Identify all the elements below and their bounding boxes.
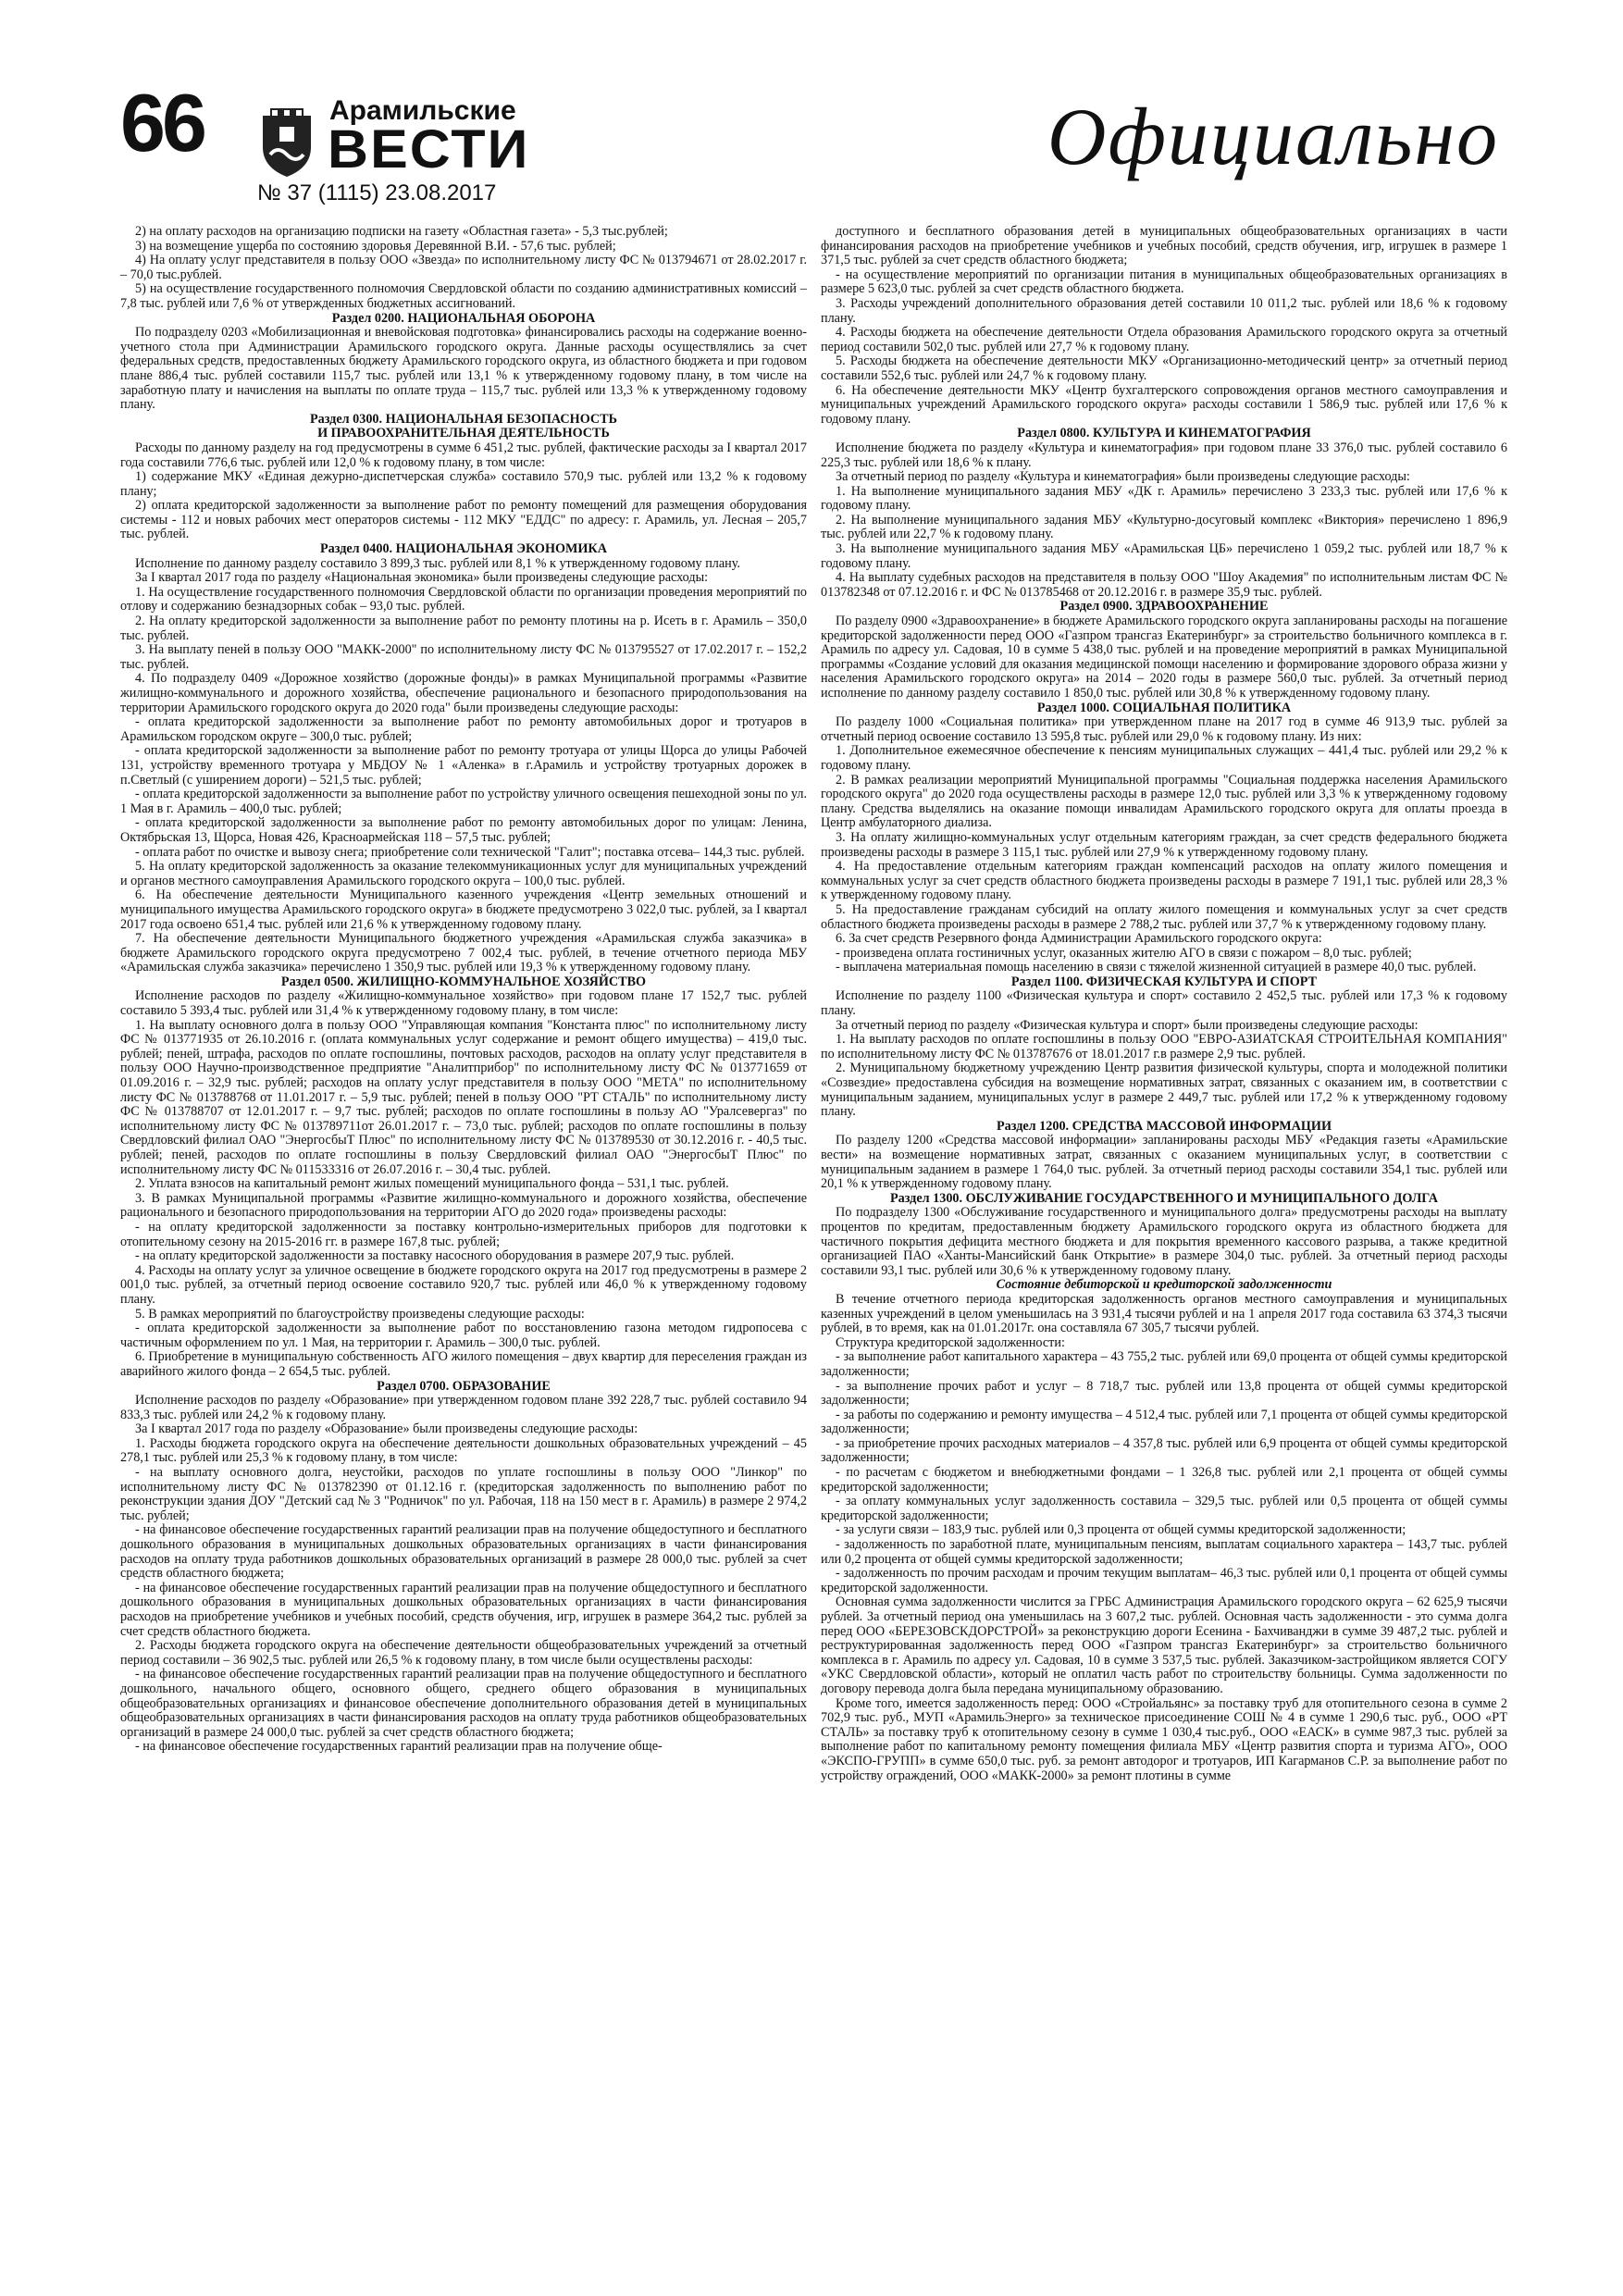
section-heading: Раздел 0500. ЖИЛИЩНО-КОММУНАЛЬНОЕ ХОЗЯЙСТВО: [280, 974, 647, 989]
paragraph: 4. Расходы на оплату услуг за уличное освещение в бюджете городского округа на 2017 год предусмотрены в размере 2 001,0 тыс. рублей, за отчетный период освоение составило 920,7 тыс. рублей или 46,0 % к утвержденному годовому плану.: [120, 1262, 807, 1307]
paragraph: - по расчетам с бюджетом и внебюджетными фондами – 1 326,8 тыс. рублей или 2,1 процента от общей суммы кредиторской задолженности;: [821, 1465, 1507, 1495]
paragraph: 1) содержание МКУ «Единая дежурно-диспетчерская служба» составило 570,9 тыс. рублей или 13,2 % к годовому плану;: [120, 469, 807, 499]
paragraph: 2. На выполнение муниципального задания МБУ «Культурно-досуговый комплекс «Виктория» перечислено 1 896,9 тыс. рублей или 22,7 % к годовому плану.: [821, 512, 1507, 542]
paragraph: 3. На выполнение муниципального задания МБУ «Арамильская ЦБ» перечислено 1 059,2 тыс. рублей или 18,7 % к годовому плану.: [821, 541, 1507, 571]
paragraph: Исполнение по разделу 1100 «Физическая культура и спорт» составило 2 452,5 тыс. рублей или 17,3 % к годовому плану.: [821, 988, 1507, 1019]
section-heading: Раздел 0700. ОБРАЗОВАНИЕ: [377, 1378, 551, 1394]
paragraph: - оплата кредиторской задолженности за выполнение работ по ремонту тротуара от улицы Щорса до улицы Рабочей 131, устройству временного тротуара у МБДОУ № 1 «Аленка» в г.Арамиль и устройству тротуарных дорожек в п.Светлый (с уширением дороги) – 521,5 тыс. рублей;: [120, 743, 807, 788]
left-column: [120, 225, 807, 1755]
paragraph: За отчетный период по разделу «Культура и кинематография» были произведены следующие расходы:: [836, 469, 1410, 485]
paragraph: Исполнение по данному разделу составило 3 899,3 тыс. рублей или 8,1 % к утвержденному годовому плану.: [135, 555, 740, 571]
paragraph: 3. На оплату жилищно-коммунальных услуг отдельным категориям граждан, за счет средств федерального бюджета произведены расходы в размере 3 115,1 тыс. рублей или 27,9 % к утвержденному годовому плану.: [821, 829, 1507, 860]
section-heading: Раздел 1300. ОБСЛУЖИВАНИЕ ГОСУДАРСТВЕННОГО И МУНИЦИПАЛЬНОГО ДОЛГА: [889, 1190, 1439, 1206]
paragraph: Кроме того, имеется задолженность перед: ООО «Стройальянс» за поставку труб для отопительного сезона в сумме 2 702,9 тыс. руб., МУП «АрамильЭнерго» за техническое присоединение СОШ № 4 в сумме 1 290,6 тыс. руб., ООО «РТ СТАЛЬ» за поставку труб к отопительному сезону в сумме 1 030,4 тыс.руб., ООО «ЕАСК» в сумме 987,3 тыс. рублей за выполнение работ по капитальному ремонту помещения филиала МБУ «Центр развития спорта и туризма АГО», ООО «ЭКСПО-ГРУПП» в сумме 650,0 тыс. руб. за ремонт автодорог и тротуаров, ИП Кагарманов С.Р. за выполнение работ по устройству ограждений, ООО «МАКК-2000» за ремонт плотины в сумме: [821, 1695, 1507, 1783]
paragraph: - на выплату основного долга, неустойки, расходов по уплате госпошлины в пользу ООО "Линкор" по исполнительному листу ФС № 013782390 от 01.12.16 г. (кредиторская задолженность по выполнению работ по реконструкции здания ДОУ "Детский сад № 3 "Родничок" по ул. Рабочая, 118 на 150 мест в г. Арамиль) в размере 2 974,2 тыс. рублей;: [120, 1465, 807, 1523]
paragraph: 6. Приобретение в муниципальную собственность АГО жилого помещения – двух квартир для переселения граждан из аварийного жилого фонда – 2 654,5 тыс. рублей.: [120, 1349, 807, 1379]
paragraph: - за выполнение прочих работ и услуг – 8 718,7 тыс. рублей или 13,8 процента от общей суммы кредиторской задолженности;: [821, 1378, 1507, 1409]
paragraph: 3. В рамках Муниципальной программы «Развитие жилищно-коммунального и дорожного хозяйства, обеспечение рационального и безопасного природопользования на территории АГО до 2020 года» произведены расходы:: [120, 1190, 807, 1221]
paragraph: - за работы по содержанию и ремонту имущества – 4 512,4 тыс. рублей или 7,1 процента от общей суммы кредиторской задолженности;: [821, 1407, 1507, 1437]
paragraph: доступного и бесплатного образования детей в муниципальных общеобразовательных организациях в части финансирования расходов на приобретение учебников и учебных пособий, средств обучения, игр, игрушек в размере 1 371,5 тыс. рублей за счет средств областного бюджета;: [821, 224, 1507, 268]
paragraph: 2. Муниципальному бюджетному учреждению Центр развития физической культуры, спорта и молодежной политики «Созвездие» предоставлена субсидия на возмещение нормативных затрат, связанных с оказанием им, в соответствии с муниципальным заданием, муниципальных услуг в размере 2 449,7 тыс. рублей или 17,2 % к утвержденному годовому плану.: [821, 1061, 1507, 1120]
paragraph: - задолженность по прочим расходам и прочим текущим выплатам– 46,3 тыс. рублей или 0,1 процента от общей суммы кредиторской задолженности.: [821, 1566, 1507, 1595]
logo-title-main: ВЕСТИ: [328, 119, 530, 180]
paragraph: 1. На осуществление государственного полномочия Свердловской области по организации проведения мероприятий по отлову и содержанию безнадзорных собак – 93,0 тыс. рублей.: [120, 584, 807, 614]
section-heading: Раздел 0900. ЗДРАВООХРАНЕНИЕ: [1059, 599, 1269, 614]
paragraph: 1. На выполнение муниципального задания МБУ «ДК г. Арамиль» перечислено 3 233,3 тыс. рублей или 17,6 % к годовому плану.: [821, 483, 1507, 514]
paragraph: 3. Расходы учреждений дополнительного образования детей составили 10 011,2 тыс. рублей или 18,6 % к годовому плану.: [821, 295, 1507, 326]
paragraph: 5. Расходы бюджета на обеспечение деятельности МКУ «Организационно-методический центр» за отчетный период составили 552,6 тыс. рублей или 24,7 % к годовому плану.: [821, 354, 1507, 383]
paragraph: 5. На оплату кредиторской задолженность за оказание телекоммуникационных услуг для муниципальных учреждений и органов местного самоуправления Арамильского городского округа – 100,0 тыс. рублей.: [120, 859, 807, 888]
paragraph: Структура кредиторской задолженности:: [836, 1334, 1065, 1350]
paragraph: - задолженность по заработной плате, муниципальным пенсиям, выплатам социального характера – 143,7 тыс. рублей или 0,2 процента от общей суммы кредиторской задолженности;: [821, 1537, 1507, 1567]
paragraph: - за оплату коммунальных услуг задолженность составила – 329,5 тыс. рублей или 0,5 процента от общей суммы кредиторской задолженности;: [821, 1494, 1507, 1523]
paragraph: - оплата кредиторской задолженности за выполнение работ по ремонту автомобильных дорог по улицам: Ленина, Октябрьская 13, Щорса, Новая 426, Красноармейская 118 – 57,5 тыс. рублей;: [120, 815, 807, 845]
section-heading: Раздел 0400. НАЦИОНАЛЬНАЯ ЭКОНОМИКА: [320, 541, 607, 557]
paragraph: - за приобретение прочих расходных материалов – 4 357,8 тыс. рублей или 6,9 процента от общей суммы кредиторской задолженности;: [821, 1435, 1507, 1466]
paragraph: 6. На обеспечение деятельности Муниципального казенного учреждения «Центр земельных отношений и муниципального имущества Арамильского городского округа» в бюджете предусмотрено 3 022,0 тыс. рублей, за I квартал 2017 года освоено 651,4 тыс. рублей или 21,6 % к утвержденному годовому плану.: [120, 887, 807, 932]
paragraph: 2) оплата кредиторской задолженности за выполнение работ по ремонту помещений для размещения оборудования системы - 112 и новых рабочих мест операторов системы - 112 МКУ "ЕДДС" по адресу: г. Арамиль, ул. Лесная – 205,7 тыс. рублей.: [120, 498, 807, 542]
paragraph: - на финансовое обеспечение государственных гарантий реализации прав на получение общедоступного и бесплатного дошкольного, начального общего, основного общего, среднего общего образования в муниципальных общеобразовательных организациях и финансовое обеспечение дополнительного образования детей в муниципальных общеобразовательных организациях в части финансирования расходов на оплату труда работников общеобразовательных организаций в размере 24 000,0 тыс. рублей за счет средств областного бюджета;: [120, 1667, 807, 1740]
paragraph: - оплата кредиторской задолженности за выполнение работ по восстановлению газона методом гидропосева с частичным оформлением по ул. 1 Мая, на территории г. Арамиль – 300,0 тыс. рублей.: [120, 1321, 807, 1350]
coat-of-arms-icon: [257, 108, 316, 179]
paragraph: 7. На обеспечение деятельности Муниципального бюджетного учреждения «Арамильская служба заказчика» в бюджете Арамильского городского округа предусмотрено 7 002,4 тыс. рублей, в течение отчетного периода МБУ «Арамильская служба заказчика» перечислено 1 350,9 тыс. рублей или 19,3 % к утвержденному годовому плану.: [120, 931, 807, 975]
paragraph: 6. За счет средств Резервного фонда Администрации Арамильского городского округа:: [836, 931, 1322, 947]
paragraph: 3. На выплату пеней в пользу ООО "МАКК-2000" по исполнительному листу ФС № 013795527 от 17.02.2017 г. – 152,2 тыс. рублей.: [120, 642, 807, 672]
paragraph: В течение отчетного периода кредиторская задолженность органов местного самоуправления и муниципальных казенных учреждений в целом уменьшилась на 3 931,4 тысячи рублей и на 1 апреля 2017 года составила 63 374,3 тысячи рублей, в то время, как на 01.01.2017г. она составляла 67 305,7 тысячи рублей.: [821, 1291, 1507, 1336]
paragraph: - на финансовое обеспечение государственных гарантий реализации прав на получение общедоступного и бесплатного дошкольного образования в муниципальных дошкольных образовательных организациях в части финансирования расходов на приобретение учебников и учебных пособий, средств обучения, игр, игрушек в размере 364,2 тыс. рублей за счет средств областного бюджета.: [120, 1580, 807, 1639]
paragraph: 2. Расходы бюджета городского округа на обеспечение деятельности общеобразовательных учреждений за отчетный период составили – 36 902,5 тыс. рублей или 26,5 % к годовому плану, в том числе были осуществлены расходы:: [120, 1638, 807, 1668]
section-heading: И ПРАВООХРАНИТЕЛЬНАЯ ДЕЯТЕЛЬНОСТЬ: [317, 426, 610, 441]
paragraph: 2. На оплату кредиторской задолженности за выполнение работ по ремонту плотины на р. Исеть в г. Арамиль – 350,0 тыс. рублей.: [120, 614, 807, 643]
paragraph: По разделу 0900 «Здравоохранение» в бюджете Арамильского городского округа запланированы расходы на погашение кредиторской задолженности перед ООО «Газпром трансгаз Екатеринбург» за строительство больничного комплекса в г. Арамиль по адресу ул. Садовая, 10 в сумме 5 438,0 тыс. рублей и на проведение мероприятий в рамках Муниципальной программы «Создание условий для оказания медицинской помощи населению и формирование здорового образа жизни у населения Арамильского городского округа» на 2014 – 2020 годы в размере 560,0 тыс. рублей. За отчетный период исполнение по данному разделу составило 1 850,0 тыс. рублей или 30,8 % к утвержденному годовому плану.: [821, 614, 1507, 701]
paragraph: 4. На предоставление отдельным категориям граждан компенсаций расходов на оплату жилого помещения и коммунальных услуг за счет средств областного бюджета произведены расходы в размере 7 191,1 тыс. рублей или 28,3 % к утвержденному годовому плану.: [821, 859, 1507, 903]
paragraph: За отчетный период по разделу «Физическая культура и спорт» были произведены следующие расходы:: [836, 1017, 1419, 1033]
paragraph: По разделу 1200 «Средства массовой информации» запланированы расходы МБУ «Редакция газеты «Арамильские вести» на возмещение нормативных затрат, связанных с оказанием муниципальных услуг, в соответствии с муниципальным заданием в размере 1 764,0 тыс. рублей. За отчетный период расходы составили 354,1 тыс. рублей или 20,1 % к утвержденному годовому плану.: [821, 1133, 1507, 1192]
paragraph: - на оплату кредиторской задолженности за поставку контрольно-измерительных приборов для подготовки к отопительному сезону на 2015-2016 гг. в размере 167,8 тыс. рублей;: [120, 1219, 807, 1249]
subsection-heading: Состояние дебиторской и кредиторской задолженности: [996, 1277, 1332, 1293]
paragraph: Исполнение бюджета по разделу «Культура и кинематография» при годовом плане 33 376,0 тыс. рублей составило 6 225,3 тыс. рублей или 18,6 % к плану.: [821, 440, 1507, 470]
masthead: [120, 77, 1527, 205]
newspaper-logo: [257, 95, 600, 180]
section-heading: Раздел 1200. СРЕДСТВА МАССОВОЙ ИНФОРМАЦИИ: [996, 1118, 1332, 1134]
paragraph: По подразделу 0203 «Мобилизационная и вневойсковая подготовка» финансировались расходы на содержание военно-учетного стола при Администрации Арамильского городского округа. Данные расходы осуществлялись за счет федеральных средств, предоставленных бюджету Арамильского городского округа, из областного бюджета и при годовом плане 886,4 тыс. рублей составили 115,7 тыс. рублей или 13,1 % к утвержденному годовому плану, в том числе на заработную плату и начисления на выплаты по оплате труда – 115,7 тыс. рублей или 13,3 % к утвержденному годовому плану.: [120, 325, 807, 413]
paragraph: По разделу 1000 «Социальная политика» при утвержденном плане на 2017 год в сумме 46 913,9 тыс. рублей за отчетный период освоение составило 13 595,8 тыс. рублей или 29,0 % к годовому плану. Из них:: [821, 714, 1507, 744]
paragraph: 5. На предоставление гражданам субсидий на оплату жилого помещения и коммунальных услуг за счет средств областного бюджета произведены расходы в размере 2 788,2 тыс. рублей или 37,7 % к утвержденному годовому плану.: [821, 901, 1507, 932]
paragraph: - оплата кредиторской задолженности за выполнение работ по устройству уличного освещения пешеходной зоны по ул. 1 Мая в г. Арамиль – 400,0 тыс. рублей;: [120, 787, 807, 816]
section-heading: Раздел 0200. НАЦИОНАЛЬНАЯ ОБОРОНА: [331, 310, 596, 326]
paragraph: 4. По подразделу 0409 «Дорожное хозяйство (дорожные фонды)» в рамках Муниципальной программы «Развитие жилищно-коммунального и дорожного хозяйства, обеспечение рационального и безопасного природопользования на территории Арамильского городского округа до 2020 года" были произведены следующие расходы:: [120, 671, 807, 715]
paragraph: 4. На выплату судебных расходов на представителя в пользу ООО "Шоу Академия" по исполнительным листам ФС № 013782348 от 07.12.2016 г. и ФС № 013785468 от 20.12.2016 г. в размере 35,9 тыс. рублей.: [821, 570, 1507, 600]
paragraph: Расходы по данному разделу на год предусмотрены в сумме 6 451,2 тыс. рублей, фактические расходы за I квартал 2017 года составили 776,6 тыс. рублей или 12,0 % к годовому плану, в том числе:: [120, 440, 807, 470]
paragraph: 1. На выплату основного долга в пользу ООО "Управляющая компания "Константа плюс" по исполнительному листу ФС № 013771935 от 26.10.2016 г. (оплата коммунальных услуг содержание и ремонт общего имущества) – 419,0 тыс. рублей; пеней, штрафа, расходов по оплате госпошлины, почтовых расходов, расходов на оплату услуг представителя в пользу ООО Научно-производственное предприятие "Аналитприбор" по исполнительному листу ФС № 013771659 от 01.09.2016 г. – 32,9 тыс. рублей; расходов на оплату услуг представителя в пользу ООО "МЕТА" по исполнительному листу ФС № 013788768 от 11.01.2017 г. – 5,9 тыс. рублей; пеней в пользу ООО "РТ СТАЛЬ" по исполнительному листу ФС № 013788707 от 12.01.2017 г. – 9,7 тыс. рублей; расходов по оплате госпошлины в пользу АО "Уралсевергаз" по исполнительному листу ФС № 013789711от 26.01.2017 г. – 73,0 тыс. рублей; расходов по оплате госпошлины в пользу Свердловский филиал ОАО "ЭнергосбыТ Плюс" по исполнительному листу ФС № 013789530 от 30.12.2016 г. - 40,5 тыс. рублей; пеней, расходов по оплате госпошлины в пользу Свердловский филиал ОАО "ЭнергосбыТ Плюс" по исполнительному листу ФС № 011533316 от 26.07.2016 г. – 30,4 тыс. рублей.: [120, 1017, 807, 1177]
paragraph: - произведена оплата гостиничных услуг, оказанных жителю АГО в связи с пожаром – 8,0 тыс. рублей;: [836, 945, 1412, 961]
paragraph: 4. Расходы бюджета на обеспечение деятельности Отдела образования Арамильского городского округа за отчетный период составили 502,0 тыс. рублей или 27,7 % к годовому плану.: [821, 325, 1507, 354]
paragraph: - оплата работ по очистке и вывозу снега; приобретение соли технической "Галит"; поставка отсева– 144,3 тыс. рублей.: [135, 844, 805, 860]
section-heading: Раздел 1000. СОЦИАЛЬНАЯ ПОЛИТИКА: [1036, 700, 1292, 715]
paragraph: 2. Уплата взносов на капитальный ремонт жилых помещений муниципального фонда – 531,1 тыс. рублей.: [135, 1176, 729, 1192]
paragraph: - на осуществление мероприятий по организации питания в муниципальных общеобразовательных организациях в размере 5 623,0 тыс. рублей за счет средств областного бюджета.: [821, 267, 1507, 297]
paragraph: - оплата кредиторской задолженности за выполнение работ по ремонту автомобильных дорог и тротуаров в Арамильском городском округе – 300,0 тыс. рублей;: [120, 714, 807, 744]
section-heading: Раздел 0300. НАЦИОНАЛЬНАЯ БЕЗОПАСНОСТЬ: [309, 411, 618, 427]
paragraph: - за услуги связи – 183,9 тыс. рублей или 0,3 процента от общей суммы кредиторской задолженности;: [836, 1522, 1406, 1538]
paragraph: - на оплату кредиторской задолженности за поставку насосного оборудования в размере 207,9 тыс. рублей.: [135, 1248, 735, 1264]
paragraph: 4) На оплату услуг представителя в пользу ООО «Звезда» по исполнительному листу ФС № 013794671 от 28.02.2017 г. – 70,0 тыс.рублей.: [120, 253, 807, 282]
paragraph: 1. Расходы бюджета городского округа на обеспечение деятельности дошкольных образовательных учреждений – 45 278,1 тыс. рублей или 25,3 % к годовому плану, в том числе:: [120, 1435, 807, 1466]
paragraph: 3) на возмещение ущерба по состоянию здоровья Деревянной В.И. - 57,6 тыс. рублей;: [135, 238, 616, 254]
paragraph: 2) на оплату расходов на организацию подписки на газету «Областная газета» - 5,3 тыс.рублей;: [135, 224, 668, 239]
paragraph: 5) на осуществление государственного полномочия Свердловской области по созданию административных комиссий – 7,8 тыс. рублей или 7,6 % от утвержденных бюджетных ассигнований.: [120, 281, 807, 311]
paragraph: 2. В рамках реализации мероприятий Муниципальной программы "Социальная поддержка населения Арамильского городского округа" до 2020 года осуществлены расходы в размере 12,0 тыс. рублей или 3,3 % к утвержденному годовому плану. Средства выделялись на оказание помощи инвалидам Арамильского городского округа для оплаты проезда в Центр амбулаторного диализа.: [821, 772, 1507, 831]
paragraph: Исполнение расходов по разделу «Жилищно-коммунальное хозяйство» при годовом плане 17 152,7 тыс. рублей составило 5 393,4 тыс. рублей или 31,4 % к утвержденному годовому плану, в том числе:: [120, 988, 807, 1019]
paragraph: - на финансовое обеспечение государственных гарантий реализации прав на получение обще-: [135, 1739, 663, 1755]
paragraph: - за выполнение работ капитального характера – 43 755,2 тыс. рублей или 69,0 процента от общей суммы кредиторской задолженности;: [821, 1349, 1507, 1379]
paragraph: - на финансовое обеспечение государственных гарантий реализации прав на получение общедоступного и бесплатного дошкольного образования в муниципальных дошкольных образовательных организациях в части финансирования расходов на оплату труда работников дошкольных образовательных организаций в размере 28 000,0 тыс. рублей за счет средств областного бюджета;: [120, 1522, 807, 1582]
paragraph: За I квартал 2017 года по разделу «Национальная экономика» были произведены следующие расходы:: [135, 570, 709, 586]
logo-title-top: Арамильские: [329, 95, 516, 126]
paragraph: Основная сумма задолженности числится за ГРБС Администрация Арамильского городского округа – 62 625,9 тысячи рублей. За отчетный период она уменьшилась на 3 607,2 тыс. рублей. Основная часть задолженности - это сумма долга перед ООО «БЕРЕЗОВСКДОРСТРОЙ» за реконструкцию дороги Есенина - Бахчиванджи в сумме 39 487,2 тыс. рублей и реструктурированная задолженность перед ООО «Газпром трансгаз Екатеринбург» за строительство больничного комплекса в г. Арамиль по адресу ул. Садовая, 10 в сумме 3 537,5 тыс. рублей. Заказчиком-застройщиком является СОГУ «УКС Свердловской области», который не оплатил часть работ по строительству больницы. Сумма задолженности по договору перевода долга была передана муниципальному образованию.: [821, 1595, 1507, 1696]
section-heading: Раздел 1100. ФИЗИЧЕСКАЯ КУЛЬТУРА И СПОРТ: [1010, 974, 1318, 989]
paragraph: За I квартал 2017 года по разделу «Образование» были произведены следующие расходы:: [135, 1421, 638, 1437]
right-column: [821, 225, 1507, 1783]
paragraph: 6. На обеспечение деятельности МКУ «Центр бухгалтерского сопровождения органов местного самоуправления и муниципальных учреждений Арамильского городского округа» расходы составили 1 586,9 тыс. рублей или 17,6 % к годовому плану.: [821, 382, 1507, 427]
paragraph: 1. На выплату расходов по оплате госпошлины в пользу ООО "ЕВРО-АЗИАТСКАЯ СТРОИТЕЛЬНАЯ КОМПАНИЯ" по исполнительному листу ФС № 013787676 от 18.01.2017 г.в размере 2,9 тыс. рублей.: [821, 1032, 1507, 1061]
section-heading: Раздел 0800. КУЛЬТУРА И КИНЕМАТОГРАФИЯ: [1017, 426, 1311, 441]
paragraph: 1. Дополнительное ежемесячное обеспечение к пенсиям муниципальных служащих – 441,4 тыс. рублей или 29,2 % к годовому плану.: [821, 743, 1507, 773]
paragraph: - выплачена материальная помощь населению в связи с тяжелой жизненной ситуацией в размере 40,0 тыс. рублей.: [836, 960, 1477, 975]
page-number: 66: [120, 77, 204, 168]
paragraph: Исполнение расходов по разделу «Образование» при утвержденном годовом плане 392 228,7 тыс. рублей составило 94 833,3 тыс. рублей или 24,2 % к годовому плану.: [120, 1393, 807, 1422]
issue-info: № 37 (1115) 23.08.2017: [257, 180, 497, 205]
paragraph: По подразделу 1300 «Обслуживание государственного и муниципального долга» предусмотрены расходы на выплату процентов по кредитам, предоставленным бюджету Арамильского городского округа из областного бюджета для частичного покрытия дефицита местного бюджета и для покрытия временного кассового разрыва, а также кредитной организацией ПАО «Ханты-Мансийский банк Открытие» в размере 304,0 тыс. рублей. За отчетный период расходы составили 93,1 тыс. рублей или 30,6 % к утвержденному годовому плану.: [821, 1205, 1507, 1278]
paragraph: 5. В рамках мероприятий по благоустройству произведены следующие расходы:: [135, 1306, 585, 1322]
section-title: Официально: [1047, 93, 1499, 182]
